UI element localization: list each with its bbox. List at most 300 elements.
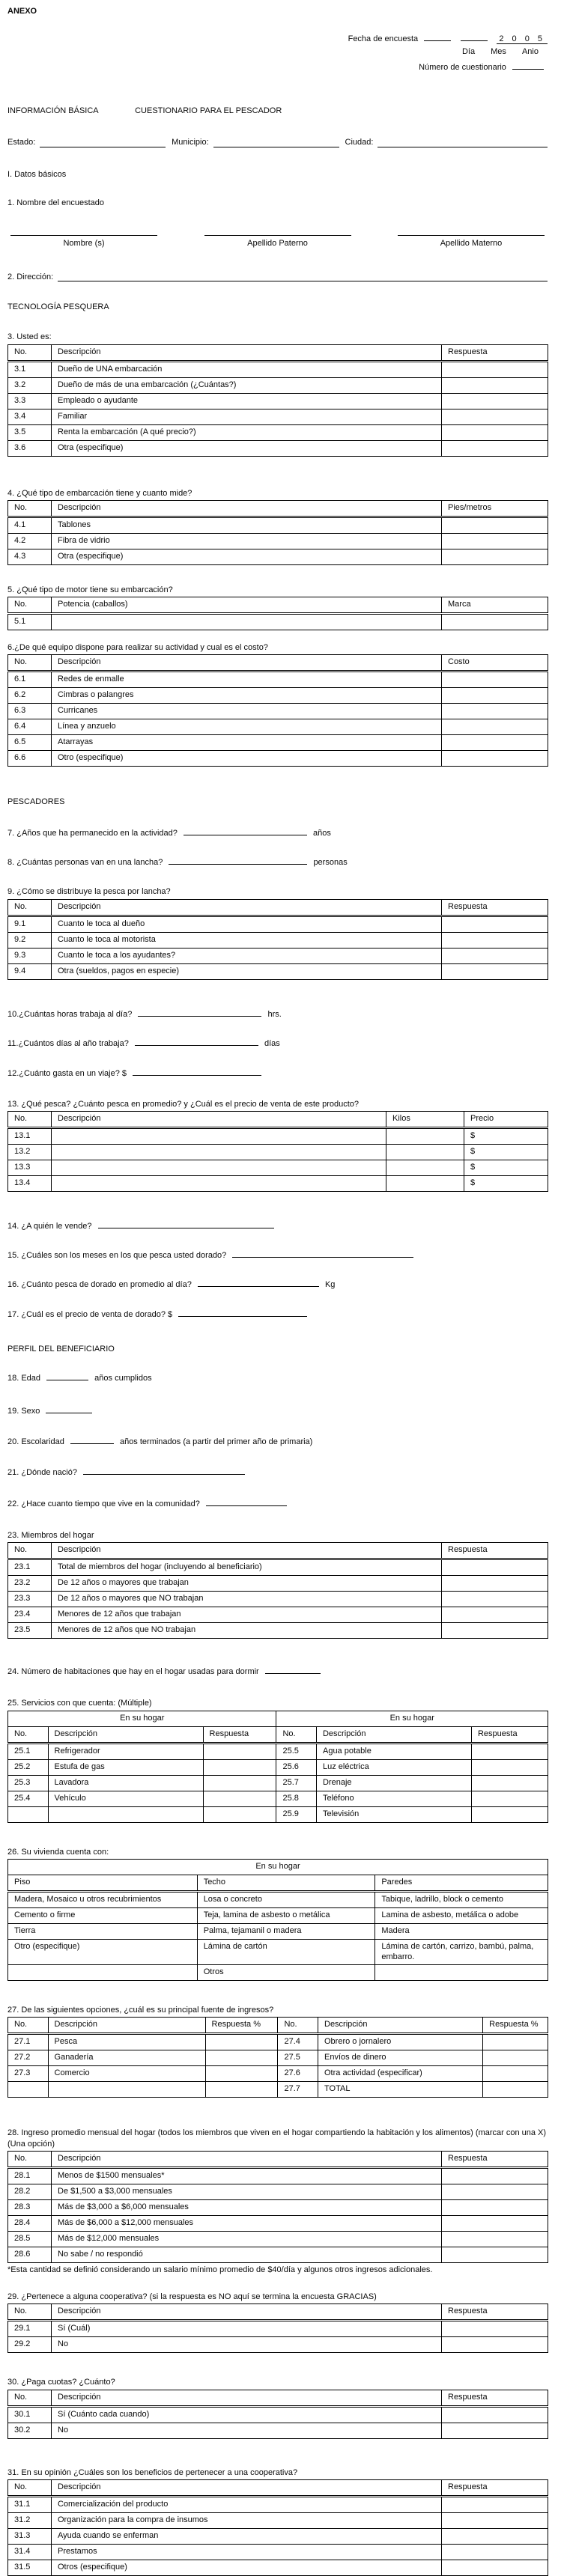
table-row — [8, 1144, 548, 1160]
table-row — [8, 2082, 548, 2098]
table-header-cell: Descripción — [318, 2018, 483, 2034]
table-row — [8, 1891, 548, 1907]
table-cell: Agua potable — [316, 1743, 471, 1759]
respuesta-cell[interactable] — [442, 517, 548, 533]
section-pescadores: PESCADORES — [7, 797, 65, 807]
table-cell: 27.3 — [8, 2066, 49, 2082]
table-header-row — [8, 1875, 548, 1891]
table-row — [8, 361, 548, 377]
question-12-blank[interactable] — [133, 1068, 261, 1076]
respuesta-cell[interactable] — [442, 2199, 548, 2215]
question-27-table — [7, 2017, 548, 2098]
respuesta-cell[interactable] — [203, 1806, 276, 1822]
table-header-cell: No. — [8, 597, 52, 614]
respuesta-cell[interactable] — [483, 2050, 548, 2066]
table-cell: 31.2 — [8, 2513, 52, 2529]
table-cell: 3.2 — [8, 377, 52, 393]
table-cell: Renta la embarcación (A qué precio?) — [52, 424, 442, 440]
table-header-cell: Descripción — [52, 1543, 442, 1559]
table-row — [8, 2034, 548, 2050]
table-cell: 5.1 — [8, 614, 52, 630]
question-14-blank[interactable] — [98, 1220, 274, 1228]
table-cell: Otra (sueldos, pagos en especie) — [52, 963, 442, 979]
nombre-field[interactable] — [10, 235, 157, 249]
respuesta-cell[interactable] — [442, 2513, 548, 2529]
respuesta-cell[interactable] — [442, 2321, 548, 2337]
respuesta-cell[interactable] — [52, 1144, 386, 1160]
table-row — [8, 549, 548, 564]
respuesta-cell[interactable] — [48, 1806, 203, 1822]
table-cell: 27.5 — [278, 2050, 318, 2066]
respuesta-cell[interactable] — [442, 672, 548, 688]
respuesta-cell[interactable] — [442, 2337, 548, 2353]
table-cell: Lamina de asbesto, metálica o adobe — [375, 1907, 548, 1923]
table-header-cell: Paredes — [375, 1875, 548, 1891]
question-11-label: 11.¿Cuántos días al año trabaja? — [7, 1038, 129, 1048]
respuesta-cell[interactable] — [442, 377, 548, 393]
table-cell: 9.1 — [8, 916, 52, 932]
respuesta-cell[interactable] — [8, 1806, 49, 1822]
respuesta-cell[interactable] — [8, 1964, 198, 1980]
municipio-label: Municipio: — [172, 138, 209, 147]
respuesta-cell[interactable] — [442, 440, 548, 456]
table-header-cell: Kilos — [386, 1111, 464, 1127]
table-header-cell: Marca — [442, 597, 548, 614]
question-10 — [7, 1008, 548, 1020]
table-cell: Tierra — [8, 1923, 198, 1939]
question-8 — [7, 856, 548, 868]
table-row — [8, 614, 548, 630]
question-24-label: 24. Número de habitaciones que hay en el hogar usadas para dormir — [7, 1667, 259, 1677]
table-cell: Drenaje — [316, 1775, 471, 1791]
respuesta-cell[interactable] — [442, 424, 548, 440]
question-8-label: 8. ¿Cuántas personas van en una lancha? — [7, 858, 163, 868]
table-row — [8, 1775, 548, 1791]
numero-blank[interactable] — [512, 61, 544, 70]
respuesta-cell[interactable] — [442, 549, 548, 564]
question-11 — [7, 1038, 548, 1049]
info-basica-label: INFORMACIÓN BÁSICA — [7, 106, 99, 116]
question-11-suffix: días — [264, 1038, 280, 1048]
table-header-cell: No. — [8, 2390, 52, 2406]
anio-label: Anio — [521, 46, 539, 56]
question-7 — [7, 827, 548, 838]
estado-blank[interactable] — [40, 138, 166, 147]
table-cell: Ayuda cuando se enferman — [52, 2529, 442, 2545]
table-cell: Envíos de dinero — [318, 2050, 483, 2066]
question-30 — [7, 2390, 548, 2439]
table-row — [8, 377, 548, 393]
question-20-blank[interactable] — [70, 1436, 114, 1444]
respuesta-cell[interactable] — [205, 2050, 278, 2066]
table-cell: Menores de 12 años que NO trabajan — [52, 1623, 442, 1639]
question-19-label: 19. Sexo — [7, 1406, 40, 1416]
question-14-label: 14. ¿A quién le vende? — [7, 1221, 92, 1231]
table-header-cell: Piso — [8, 1875, 198, 1891]
table-header-cell: No. — [8, 2151, 52, 2167]
table-cell: Refrigerador — [48, 1743, 203, 1759]
question-3-label: 3. Usted es: — [7, 332, 52, 342]
respuesta-cell[interactable] — [471, 1791, 548, 1806]
respuesta-cell[interactable] — [386, 1160, 464, 1175]
table-row — [8, 932, 548, 948]
respuesta-cell[interactable] — [442, 948, 548, 963]
table-span-header: En su hogar — [8, 1711, 276, 1726]
question-19 — [7, 1405, 548, 1416]
respuesta-cell[interactable] — [471, 1806, 548, 1822]
respuesta-cell[interactable] — [442, 2545, 548, 2560]
table-cell: 30.2 — [8, 2423, 52, 2438]
respuesta-cell[interactable] — [442, 1623, 548, 1639]
question-20-suffix: años terminados (a partir del primer año de primaria) — [119, 1437, 313, 1446]
respuesta-cell[interactable] — [386, 1175, 464, 1191]
question-22 — [7, 1498, 548, 1509]
question-23 — [7, 1542, 548, 1639]
table-cell: 30.1 — [8, 2406, 52, 2423]
table-header-cell: Descripción — [52, 1111, 386, 1127]
respuesta-cell[interactable] — [205, 2034, 278, 2050]
question-9 — [7, 899, 548, 980]
table-header-cell: Respuesta — [442, 1543, 548, 1559]
ciudad-blank[interactable] — [377, 138, 548, 147]
table-row — [8, 533, 548, 549]
table-cell: No — [52, 2423, 442, 2438]
respuesta-cell[interactable] — [442, 916, 548, 932]
question-22-label: 22. ¿Hace cuanto tiempo que vive en la comunidad? — [7, 1499, 200, 1508]
table-cell: 28.4 — [8, 2215, 52, 2231]
table-row — [8, 2337, 548, 2353]
table-cell: 25.5 — [276, 1743, 317, 1759]
table-header-row — [8, 2151, 548, 2167]
question-28-label: 28. Ingreso promedio mensual del hogar (todos los miembros que viven en el hogar compartiendo la habitación y los alimentos) (marcar con una X) (Una opción) — [7, 2128, 547, 2149]
respuesta-cell[interactable] — [442, 2231, 548, 2247]
table-cell: Más de $12,000 mensuales — [52, 2231, 442, 2247]
respuesta-cell[interactable]: $ — [464, 1144, 548, 1160]
respuesta-cell[interactable] — [203, 1791, 276, 1806]
respuesta-cell[interactable] — [442, 751, 548, 767]
table-cell: 25.1 — [8, 1743, 49, 1759]
question-30-label: 30. ¿Paga cuotas? ¿Cuánto? — [7, 2378, 115, 2387]
respuesta-cell[interactable] — [203, 1743, 276, 1759]
fecha-line — [7, 33, 548, 44]
respuesta-cell[interactable] — [8, 2082, 49, 2098]
question-21-blank[interactable] — [83, 1467, 245, 1475]
table-header-cell: Descripción — [52, 655, 442, 672]
respuesta-cell[interactable] — [205, 2082, 278, 2098]
respuesta-cell[interactable] — [442, 1607, 548, 1623]
table-header-cell: No. — [278, 2018, 318, 2034]
question-7-blank[interactable] — [184, 827, 307, 835]
table-row — [8, 688, 548, 704]
table-row — [8, 1964, 548, 1980]
table-cell: 25.6 — [276, 1759, 317, 1775]
question-4-table — [7, 500, 548, 565]
table-cell: De 12 años o mayores que trabajan — [52, 1576, 442, 1592]
fecha-dia-blank[interactable] — [424, 33, 451, 41]
apellido-paterno-field[interactable] — [204, 235, 351, 249]
respuesta-cell[interactable] — [442, 2497, 548, 2513]
respuesta-cell[interactable] — [442, 2423, 548, 2438]
question-22-blank[interactable] — [206, 1498, 287, 1506]
table-row — [8, 948, 548, 963]
table-header-cell: No. — [8, 1111, 52, 1127]
respuesta-cell[interactable] — [483, 2034, 548, 2050]
table-cell: 29.1 — [8, 2321, 52, 2337]
question-10-label: 10.¿Cuántas horas trabaja al día? — [7, 1009, 133, 1019]
respuesta-cell[interactable] — [52, 1175, 386, 1191]
question-26-table — [7, 1859, 548, 1981]
respuesta-cell[interactable] — [471, 1759, 548, 1775]
table-cell: Teléfono — [316, 1791, 471, 1806]
respuesta-cell[interactable] — [442, 409, 548, 424]
question-10-blank[interactable] — [138, 1008, 261, 1017]
table-header-row — [8, 1111, 548, 1127]
table-header-cell: Pies/metros — [442, 500, 548, 517]
table-cell: Lámina de cartón — [197, 1939, 375, 1964]
table-cell: 25.9 — [276, 1806, 317, 1822]
respuesta-cell[interactable] — [442, 2406, 548, 2423]
respuesta-cell[interactable] — [442, 1576, 548, 1592]
table-header-cell: Respuesta — [471, 1726, 548, 1743]
table-cell: Cemento o firme — [8, 1907, 198, 1923]
table-cell: Menos de $1500 mensuales* — [52, 2167, 442, 2184]
table-cell: Otro (especifique) — [8, 1939, 198, 1964]
table-row — [8, 2513, 548, 2529]
question-24-blank[interactable] — [265, 1666, 321, 1674]
table-cell: 27.1 — [8, 2034, 49, 2050]
table-header-row — [8, 597, 548, 614]
question-30-table — [7, 2390, 548, 2439]
question-25-label: 25. Servicios con que cuenta: (Múltiple) — [7, 1699, 152, 1708]
table-cell: 23.5 — [8, 1623, 52, 1639]
mes-label: Mes — [491, 46, 506, 56]
respuesta-cell[interactable] — [52, 614, 442, 630]
table-span-header: En su hogar — [8, 1859, 548, 1875]
question-20-label: 20. Escolaridad — [7, 1437, 64, 1446]
table-row — [8, 1743, 548, 1759]
respuesta-cell[interactable] — [471, 1775, 548, 1791]
table-row — [8, 2050, 548, 2066]
question-8-blank[interactable] — [169, 856, 307, 865]
table-header-row — [8, 344, 548, 361]
table-cell: Sí (Cuál) — [52, 2321, 442, 2337]
question-29 — [7, 2304, 548, 2353]
table-cell: 27.7 — [278, 2082, 318, 2098]
question-2-blank[interactable] — [58, 272, 548, 281]
table-cell: 25.7 — [276, 1775, 317, 1791]
table-row — [8, 2406, 548, 2423]
table-span-header-row — [8, 1711, 548, 1726]
table-cell: De 12 años o mayores que NO trabajan — [52, 1592, 442, 1607]
question-17-blank[interactable] — [178, 1309, 307, 1317]
question-16-blank[interactable] — [198, 1279, 319, 1287]
respuesta-cell[interactable]: $ — [464, 1127, 548, 1144]
table-cell: 13.1 — [8, 1127, 52, 1144]
table-cell: Luz eléctrica — [316, 1759, 471, 1775]
table-cell: Cuanto le toca al motorista — [52, 932, 442, 948]
table-cell: 6.1 — [8, 672, 52, 688]
question-5 — [7, 597, 548, 630]
question-12-label: 12.¿Cuánto gasta en un viaje? $ — [7, 1069, 127, 1079]
table-cell: 4.1 — [8, 517, 52, 533]
table-header-cell: Descripción — [52, 899, 442, 916]
question-17 — [7, 1309, 548, 1320]
table-cell: Cimbras o palangres — [52, 688, 442, 704]
question-9-label: 9. ¿Cómo se distribuye la pesca por lancha? — [7, 887, 171, 897]
respuesta-cell[interactable] — [442, 963, 548, 979]
table-header-row — [8, 1543, 548, 1559]
question-19-blank[interactable] — [46, 1405, 92, 1413]
table-row — [8, 517, 548, 533]
table-header-cell: Descripción — [52, 2304, 442, 2321]
question-18 — [7, 1372, 548, 1383]
respuesta-cell[interactable] — [442, 1592, 548, 1607]
question-31-label: 31. En su opinión ¿Cuáles son los beneficios de pertenecer a una cooperativa? — [7, 2467, 298, 2477]
question-21-label: 21. ¿Dónde nació? — [7, 1468, 77, 1478]
table-header-cell: No. — [8, 344, 52, 361]
table-cell: Teja, lamina de asbesto o metálica — [197, 1907, 375, 1923]
question-31-table — [7, 2479, 548, 2576]
respuesta-cell[interactable] — [442, 614, 548, 630]
respuesta-cell[interactable] — [48, 2082, 205, 2098]
table-row — [8, 1592, 548, 1607]
respuesta-cell[interactable] — [442, 393, 548, 409]
respuesta-cell[interactable] — [386, 1127, 464, 1144]
question-6 — [7, 654, 548, 767]
nombre-label: Nombre (s) — [63, 239, 105, 249]
table-row — [8, 963, 548, 979]
table-cell: Obrero o jornalero — [318, 2034, 483, 2050]
table-cell: Lámina de cartón, carrizo, bambú, palma, embarro. — [375, 1939, 548, 1964]
table-cell: Familiar — [52, 409, 442, 424]
respuesta-cell[interactable] — [483, 2082, 548, 2098]
table-cell: 6.6 — [8, 751, 52, 767]
respuesta-cell[interactable] — [203, 1759, 276, 1775]
respuesta-cell[interactable]: $ — [464, 1160, 548, 1175]
table-cell: Dueño de UNA embarcación — [52, 361, 442, 377]
respuesta-cell[interactable] — [483, 2066, 548, 2082]
respuesta-cell[interactable] — [442, 704, 548, 719]
table-row — [8, 1791, 548, 1806]
respuesta-cell[interactable] — [205, 2066, 278, 2082]
respuesta-cell[interactable] — [442, 735, 548, 751]
respuesta-cell[interactable] — [442, 2529, 548, 2545]
question-8-suffix: personas — [313, 858, 348, 868]
question-10-suffix: hrs. — [267, 1009, 282, 1019]
table-row — [8, 704, 548, 719]
section-tecnologia: TECNOLOGÍA PESQUERA — [7, 302, 109, 311]
question-2-label: 2. Dirección: — [7, 272, 54, 281]
table-header-cell: No. — [8, 2480, 52, 2497]
table-header-cell: No. — [8, 500, 52, 517]
question-9-table — [7, 899, 548, 980]
respuesta-cell[interactable] — [442, 688, 548, 704]
respuesta-cell[interactable] — [442, 719, 548, 735]
question-18-blank[interactable] — [46, 1372, 88, 1380]
table-cell: Televisión — [316, 1806, 471, 1822]
respuesta-cell[interactable] — [442, 533, 548, 549]
question-29-label: 29. ¿Pertenece a alguna cooperativa? (si la respuesta es NO aquí se termina la encuesta GRACIAS) — [7, 2292, 377, 2302]
table-cell: Cuanto le toca a los ayudantes? — [52, 948, 442, 963]
respuesta-cell[interactable] — [442, 932, 548, 948]
apellido-materno-label: Apellido Materno — [440, 239, 503, 249]
table-row — [8, 1806, 548, 1822]
respuesta-cell[interactable] — [442, 361, 548, 377]
table-cell: 3.5 — [8, 424, 52, 440]
table-header-cell: Respuesta — [442, 2480, 548, 2497]
cuestionario-title: CUESTIONARIO PARA EL PESCADOR — [135, 106, 282, 116]
table-cell: 3.6 — [8, 440, 52, 456]
table-header-row — [8, 655, 548, 672]
question-28 — [7, 2151, 548, 2263]
question-4-label: 4. ¿Qué tipo de embarcación tiene y cuanto mide? — [7, 488, 192, 498]
table-header-cell: No. — [8, 2018, 49, 2034]
table-cell: Organización para la compra de insumos — [52, 2513, 442, 2529]
table-header-cell: Respuesta — [203, 1726, 276, 1743]
apellido-paterno-label: Apellido Paterno — [247, 239, 308, 249]
question-18-suffix: años cumplidos — [94, 1374, 152, 1383]
table-header-cell: Precio — [464, 1111, 548, 1127]
respuesta-cell[interactable] — [52, 1160, 386, 1175]
question-17-label: 17. ¿Cuál es el precio de venta de dorado? $ — [7, 1309, 173, 1319]
table-cell: No — [52, 2337, 442, 2353]
table-cell: 3.4 — [8, 409, 52, 424]
table-header-cell: Techo — [197, 1875, 375, 1891]
respuesta-cell[interactable] — [442, 2167, 548, 2184]
respuesta-cell[interactable] — [375, 1964, 548, 1980]
question-11-blank[interactable] — [135, 1038, 258, 1046]
respuesta-cell[interactable] — [442, 1559, 548, 1576]
question-15 — [7, 1249, 548, 1261]
respuesta-cell[interactable] — [52, 1127, 386, 1144]
table-cell: Otra actividad (especificar) — [318, 2066, 483, 2082]
table-cell: 25.8 — [276, 1791, 317, 1806]
table-row — [8, 1759, 548, 1775]
municipio-blank[interactable] — [213, 138, 339, 147]
fecha-mes-blank[interactable] — [461, 33, 488, 41]
table-cell: 13.4 — [8, 1175, 52, 1191]
table-header-cell: Descripción — [52, 2480, 442, 2497]
table-row — [8, 2560, 548, 2576]
table-row — [8, 2321, 548, 2337]
question-27 — [7, 2017, 548, 2098]
table-cell: 28.3 — [8, 2199, 52, 2215]
table-header-cell: Respuesta — [442, 2151, 548, 2167]
table-header-cell: No. — [8, 1726, 49, 1743]
table-cell: Dueño de más de una embarcación (¿Cuántas?) — [52, 377, 442, 393]
table-cell: 23.2 — [8, 1576, 52, 1592]
respuesta-cell[interactable] — [442, 2247, 548, 2262]
respuesta-cell[interactable] — [386, 1144, 464, 1160]
question-15-blank[interactable] — [232, 1249, 413, 1258]
table-cell: Madera — [375, 1923, 548, 1939]
table-row — [8, 2497, 548, 2513]
apellido-materno-field[interactable] — [398, 235, 545, 249]
question-2 — [7, 272, 548, 282]
table-row — [8, 1559, 548, 1576]
table-cell: Más de $3,000 a $6,000 mensuales — [52, 2199, 442, 2215]
question-16 — [7, 1279, 548, 1290]
respuesta-cell[interactable] — [442, 2184, 548, 2199]
question-29-table — [7, 2304, 548, 2353]
respuesta-cell[interactable] — [471, 1743, 548, 1759]
respuesta-cell[interactable] — [442, 2560, 548, 2576]
respuesta-cell[interactable]: $ — [464, 1175, 548, 1191]
question-16-label: 16. ¿Cuánto pesca de dorado en promedio al día? — [7, 1280, 192, 1290]
table-row — [8, 1160, 548, 1175]
respuesta-cell[interactable] — [203, 1775, 276, 1791]
respuesta-cell[interactable] — [442, 2215, 548, 2231]
